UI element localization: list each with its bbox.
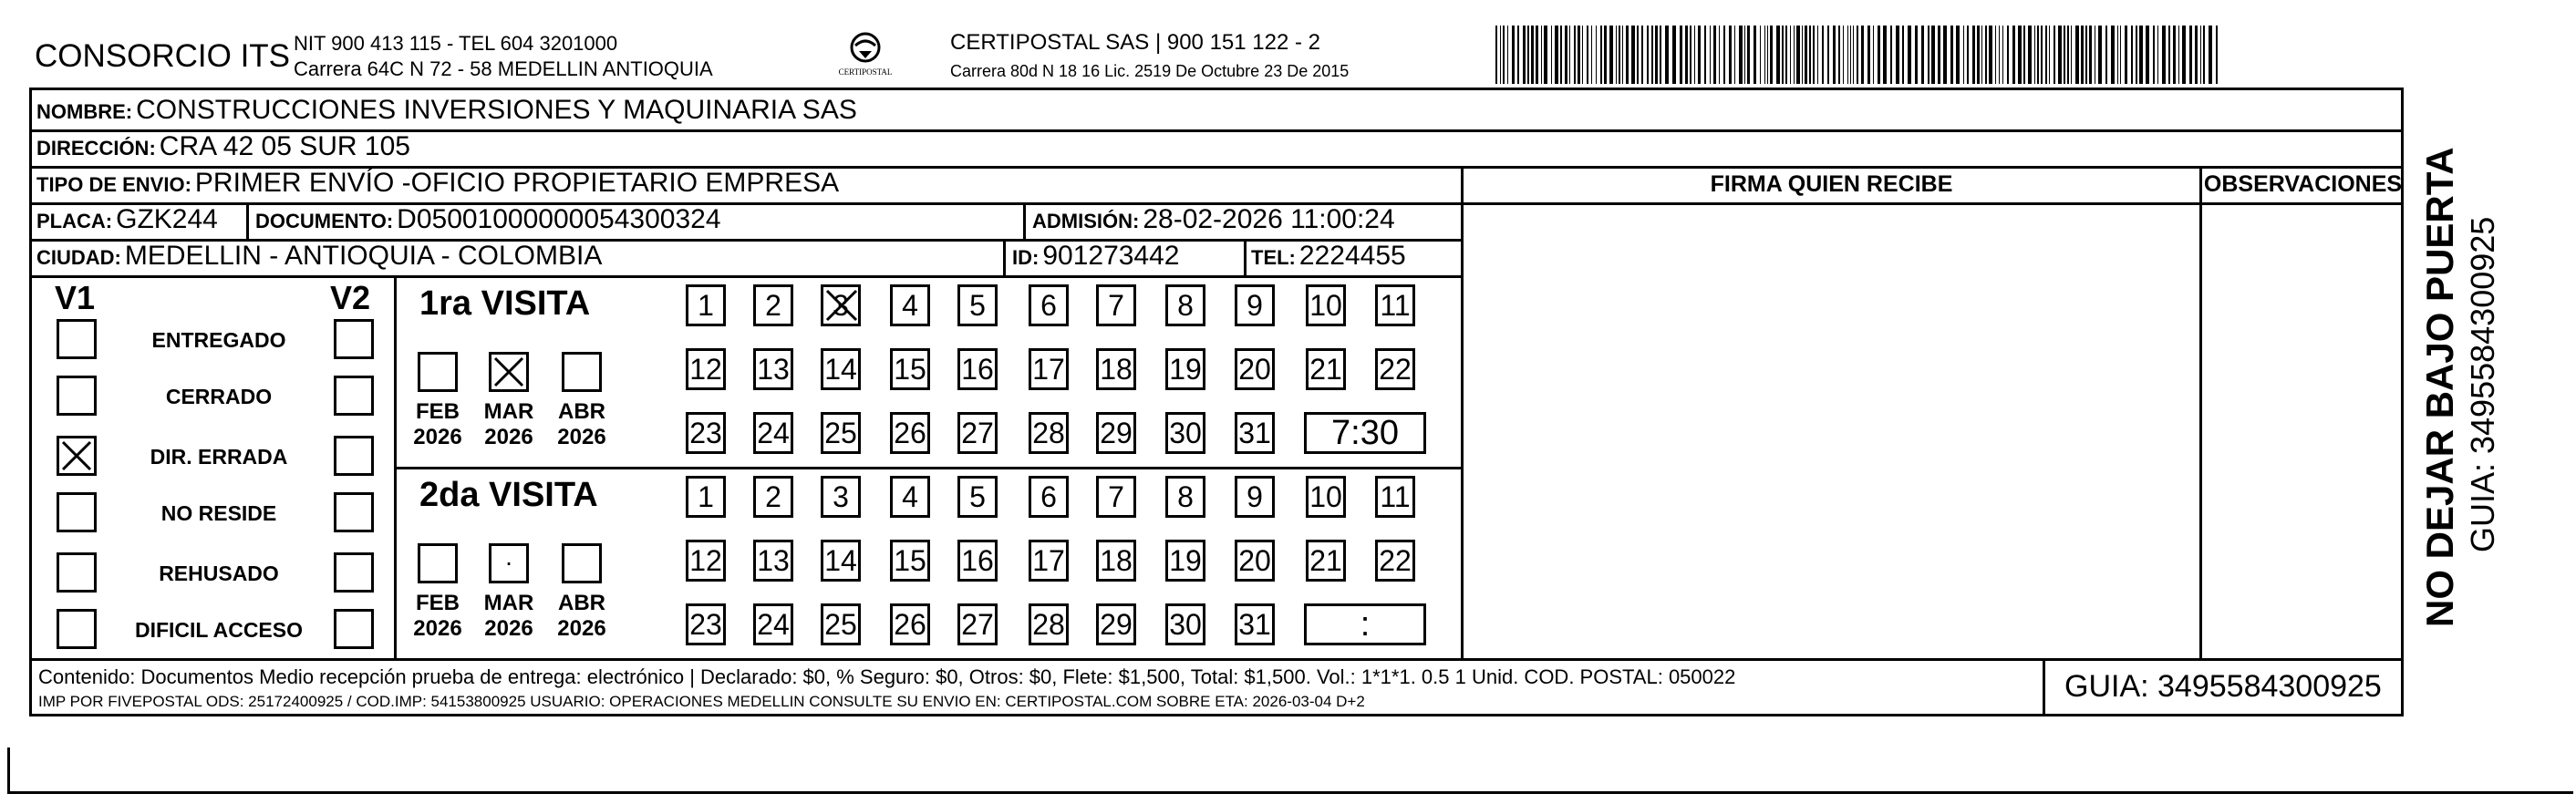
status-label: DIFICIL ACCESO — [134, 618, 303, 642]
divider — [1023, 202, 1026, 241]
v2-checkbox[interactable] — [334, 319, 374, 359]
day-box[interactable]: 6 — [1029, 284, 1069, 326]
barcode-bar — [1972, 26, 1975, 84]
barcode-bar — [1616, 26, 1617, 84]
day-box[interactable]: 2 — [753, 284, 793, 326]
barcode-bar — [1754, 26, 1756, 84]
barcode-bar — [1802, 26, 1803, 84]
day-box[interactable]: 27 — [957, 603, 998, 645]
year-label: 2026 — [484, 425, 533, 449]
day-box[interactable]: 31 — [1235, 412, 1275, 454]
barcode-bar — [1507, 26, 1508, 84]
barcode-bar — [2037, 26, 2039, 84]
barcode-bar — [1843, 26, 1844, 84]
barcode-bar — [1544, 26, 1547, 84]
barcode-bar — [1833, 26, 1836, 84]
carrier-address: Carrera 80d N 18 16 Lic. 2519 De Octubre 23 De 2015 — [950, 62, 1350, 80]
barcode-bar — [1531, 26, 1534, 84]
day-box[interactable]: 3 — [821, 476, 861, 518]
barcode-bar — [2216, 26, 2218, 84]
barcode-bar — [2007, 26, 2009, 84]
barcode-bar — [1956, 26, 1960, 84]
barcode-bar — [1619, 26, 1620, 84]
barcode-bar — [1921, 26, 1924, 84]
day-box[interactable]: 17 — [1029, 348, 1069, 390]
barcode-bar — [1710, 26, 1711, 84]
day-box[interactable]: 1 — [686, 476, 726, 518]
day-box[interactable]: 12 — [686, 348, 726, 390]
barcode-bar — [1981, 26, 1982, 84]
barcode-bar — [2081, 26, 2084, 84]
barcode-bar — [1985, 26, 1987, 84]
direccion-field: DIRECCIÓN: CRA 42 05 SUR 105 — [36, 131, 410, 161]
barcode-bar — [2028, 26, 2032, 84]
day-box[interactable]: 21 — [1306, 348, 1346, 390]
day-box[interactable]: 27 — [957, 412, 998, 454]
barcode-bar — [1850, 26, 1851, 84]
barcode-bar — [2089, 26, 2092, 84]
day-box[interactable]: 29 — [1096, 412, 1136, 454]
company-name: CONSORCIO ITS — [35, 38, 291, 74]
month-label: ABR — [558, 591, 605, 615]
day-box[interactable]: 5 — [957, 476, 998, 518]
barcode-bar — [1805, 26, 1807, 84]
day-box[interactable]: 14 — [821, 348, 861, 390]
barcode-bar — [1587, 26, 1588, 84]
barcode-bar — [1660, 26, 1661, 84]
barcode-bar — [1790, 26, 1791, 84]
v1-checkbox[interactable] — [57, 319, 97, 359]
barcode-bar — [1541, 26, 1542, 84]
barcode-bar — [1764, 26, 1765, 84]
barcode-bar — [2067, 26, 2069, 84]
barcode-bar — [1794, 26, 1795, 84]
day-box[interactable]: 23 — [686, 603, 726, 645]
barcode-bar — [1631, 26, 1635, 84]
barcode-bar — [1809, 26, 1811, 84]
barcode-bar — [1713, 26, 1716, 84]
barcode-bar — [2125, 26, 2127, 84]
day-box[interactable]: 25 — [821, 603, 861, 645]
month-label: FEB — [416, 399, 460, 424]
day-box[interactable]: 4 — [890, 284, 930, 326]
tipo-envio-field: TIPO DE ENVIO: PRIMER ENVÍO -OFICIO PROPIETARIO EMPRESA — [36, 168, 840, 198]
day-box[interactable]: 17 — [1029, 540, 1069, 582]
barcode-bar — [1604, 26, 1607, 84]
day-box[interactable]: 12 — [686, 540, 726, 582]
day-box[interactable]: 30 — [1165, 412, 1205, 454]
x-mark-icon — [59, 438, 94, 473]
status-label: ENTREGADO — [151, 328, 286, 352]
day-box[interactable]: 9 — [1235, 284, 1275, 326]
barcode-bar — [1796, 26, 1800, 84]
divider — [2199, 166, 2202, 660]
v2-checkbox[interactable] — [334, 609, 374, 649]
month-checkbox[interactable] — [489, 352, 529, 392]
barcode-bar — [2146, 26, 2149, 84]
barcode-bar — [1672, 26, 1676, 84]
company-address: Carrera 64C N 72 - 58 MEDELLIN ANTIOQUIA — [294, 57, 713, 80]
barcode-bar — [1878, 26, 1880, 84]
barcode-bar — [2120, 26, 2121, 84]
day-box[interactable]: 15 — [890, 348, 930, 390]
day-box[interactable]: 8 — [1165, 476, 1205, 518]
barcode-bar — [2117, 26, 2118, 84]
barcode-bar — [1512, 26, 1515, 84]
month-checkbox[interactable] — [418, 543, 458, 583]
barcode-bar — [1902, 26, 1904, 84]
day-number: 3 — [833, 289, 849, 322]
documento-field: DOCUMENTO: D05001000000054300324 — [255, 204, 721, 234]
barcode-graphic — [1495, 26, 2225, 84]
barcode-bar — [2173, 26, 2176, 84]
barcode-bar — [1776, 26, 1780, 84]
barcode-bar — [1495, 26, 1497, 84]
month-checkbox[interactable] — [418, 352, 458, 392]
barcode-bar — [1739, 26, 1743, 84]
barcode-bar — [2071, 26, 2072, 84]
day-box[interactable]: 1 — [686, 284, 726, 326]
v2-checkbox[interactable] — [334, 436, 374, 476]
barcode-bar — [2157, 26, 2158, 84]
month-checkbox[interactable] — [562, 543, 602, 583]
barcode-bar — [1785, 26, 1787, 84]
barcode-bar — [2139, 26, 2143, 84]
divider — [394, 467, 1461, 469]
status-label: DIR. ERRADA — [150, 445, 288, 469]
tel-field: TEL: 2224455 — [1251, 241, 1406, 271]
barcode-bar — [1641, 26, 1643, 84]
barcode-bar — [2209, 26, 2212, 84]
admision-field: ADMISIÓN: 28-02-2026 11:00:24 — [1032, 204, 1395, 234]
divider — [1461, 166, 1464, 660]
footer-content: Contenido: Documentos Medio recepción prueba de entrega: electrónico | Declarado: $0, % Seguro: $0, Otros: $0, Flete: $1,500, Total: $1,500. Vol.: 1*1*1. 0.5 1 Unid. COD. POSTAL: 050022 — [38, 665, 1736, 688]
day-box[interactable]: 11 — [1375, 476, 1415, 518]
v1-checkbox[interactable] — [57, 609, 97, 649]
first-visit-title: 1ra VISITA — [419, 284, 591, 323]
barcode-bar — [2023, 26, 2025, 84]
barcode-bar — [1694, 26, 1695, 84]
barcode-bar — [1883, 26, 1887, 84]
edge-line — [7, 747, 10, 793]
day-box[interactable]: 28 — [1029, 603, 1069, 645]
barcode-bar — [2153, 26, 2155, 84]
day-box[interactable]: 6 — [1029, 476, 1069, 518]
day-box[interactable]: 23 — [686, 412, 726, 454]
v2-checkbox[interactable] — [334, 552, 374, 593]
barcode-bar — [1560, 26, 1562, 84]
observaciones-header: OBSERVACIONES — [2203, 171, 2403, 197]
placa-field: PLACA: GZK244 — [36, 204, 218, 234]
day-box[interactable]: 8 — [1165, 284, 1205, 326]
barcode-bar — [1527, 26, 1529, 84]
day-box[interactable] — [821, 284, 861, 326]
day-box[interactable]: 24 — [753, 603, 793, 645]
barcode-bar — [1655, 26, 1658, 84]
barcode-bar — [2200, 26, 2201, 84]
footer-guia: GUIA: 3495584300925 — [2064, 669, 2382, 704]
barcode-bar — [1999, 26, 2000, 84]
barcode-bar — [1569, 26, 1570, 84]
month-label: ABR — [558, 399, 605, 424]
barcode-bar — [1963, 26, 1964, 84]
year-label: 2026 — [557, 616, 606, 641]
barcode-bar — [1698, 26, 1701, 84]
time-box[interactable]: 7:30 — [1304, 412, 1426, 454]
barcode-bar — [1950, 26, 1953, 84]
barcode-bar — [1600, 26, 1602, 84]
barcode-bar — [2049, 26, 2050, 84]
no-dejar-label: NO DEJAR BAJO PUERTA — [2418, 147, 2461, 627]
barcode-bar — [1734, 26, 1735, 84]
day-box[interactable]: 5 — [957, 284, 998, 326]
day-box[interactable]: 20 — [1235, 348, 1275, 390]
barcode-bar — [1719, 26, 1720, 84]
barcode-bar — [1578, 26, 1580, 84]
barcode-bar — [1536, 26, 1538, 84]
year-label: 2026 — [413, 616, 462, 641]
barcode-bar — [1943, 26, 1947, 84]
barcode-bar — [1770, 26, 1773, 84]
barcode-bar — [2058, 26, 2062, 84]
year-label: 2026 — [413, 425, 462, 449]
barcode-bar — [2131, 26, 2133, 84]
day-box[interactable]: 25 — [821, 412, 861, 454]
barcode-bar — [1931, 26, 1935, 84]
barcode-bar — [2203, 26, 2205, 84]
day-box[interactable]: 14 — [821, 540, 861, 582]
barcode-bar — [2178, 26, 2179, 84]
barcode-bar — [2168, 26, 2170, 84]
day-box[interactable]: 30 — [1165, 603, 1205, 645]
v2-checkbox[interactable] — [334, 492, 374, 532]
barcode-bar — [1822, 26, 1824, 84]
barcode-bar — [1555, 26, 1558, 84]
day-box[interactable]: 15 — [890, 540, 930, 582]
barcode-bar — [1890, 26, 1892, 84]
barcode-bar — [2018, 26, 2022, 84]
day-box[interactable]: 21 — [1306, 540, 1346, 582]
firma-header: FIRMA QUIEN RECIBE — [1710, 171, 1953, 197]
barcode-bar — [2182, 26, 2186, 84]
barcode-bar — [1813, 26, 1815, 84]
year-label: 2026 — [557, 425, 606, 449]
barcode-bar — [1747, 26, 1750, 84]
divider — [1461, 202, 2404, 205]
month-checkbox[interactable] — [489, 543, 529, 583]
barcode-bar — [1928, 26, 1929, 84]
status-label: CERRADO — [165, 385, 273, 408]
day-box[interactable]: 22 — [1375, 540, 1415, 582]
id-field: ID: 901273442 — [1012, 241, 1180, 271]
barcode-bar — [2111, 26, 2115, 84]
x-mark-icon — [491, 355, 526, 389]
barcode-bar — [1853, 26, 1854, 84]
v1-checkbox[interactable] — [57, 376, 97, 416]
barcode-bar — [1977, 26, 1980, 84]
day-box[interactable]: 10 — [1306, 284, 1346, 326]
barcode-bar — [2034, 26, 2035, 84]
day-box[interactable]: 9 — [1235, 476, 1275, 518]
barcode-bar — [1500, 26, 1501, 84]
divider — [246, 202, 249, 241]
barcode-bar — [1867, 26, 1870, 84]
barcode-bar — [1690, 26, 1691, 84]
day-box[interactable]: 26 — [890, 412, 930, 454]
barcode-bar — [2012, 26, 2015, 84]
v1-checkbox[interactable] — [57, 492, 97, 532]
day-box[interactable]: 2 — [753, 476, 793, 518]
barcode-bar — [1622, 26, 1623, 84]
v2-heading: V2 — [330, 279, 371, 316]
v2-checkbox[interactable] — [334, 376, 374, 416]
day-box[interactable]: 7 — [1096, 284, 1136, 326]
month-label: MAR — [483, 591, 534, 615]
barcode-bar — [1817, 26, 1818, 84]
barcode-bar — [2002, 26, 2003, 84]
barcode-bar — [1967, 26, 1969, 84]
day-box[interactable]: 24 — [753, 412, 793, 454]
barcode-bar — [1744, 26, 1745, 84]
barcode-bar — [2064, 26, 2065, 84]
barcode-bar — [1861, 26, 1864, 84]
day-box[interactable]: 18 — [1096, 540, 1136, 582]
year-label: 2026 — [484, 616, 533, 641]
barcode-bar — [1760, 26, 1761, 84]
second-visit-title: 2da VISITA — [419, 476, 598, 514]
barcode-bar — [1908, 26, 1911, 84]
divider — [1003, 239, 1006, 277]
barcode-bar — [1523, 26, 1526, 84]
barcode-bar — [2041, 26, 2043, 84]
barcode-bar — [1847, 26, 1848, 84]
divider — [1244, 239, 1247, 277]
barcode-bar — [1838, 26, 1840, 84]
day-box[interactable]: 4 — [890, 476, 930, 518]
barcode-bar — [1989, 26, 1992, 84]
barcode-bar — [1915, 26, 1918, 84]
barcode-bar — [2195, 26, 2198, 84]
barcode-bar — [1767, 26, 1768, 84]
barcode-bar — [2045, 26, 2047, 84]
nombre-field: NOMBRE: CONSTRUCCIONES INVERSIONES Y MAQUINARIA SAS — [36, 95, 857, 125]
barcode-bar — [1517, 26, 1519, 84]
barcode-bar — [1591, 26, 1592, 84]
month-mark: · — [504, 548, 513, 576]
barcode-bar — [1503, 26, 1505, 84]
barcode-bar — [1857, 26, 1858, 84]
barcode-bar — [1596, 26, 1597, 84]
v1-heading: V1 — [55, 279, 96, 316]
barcode-bar — [2075, 26, 2079, 84]
day-box[interactable]: 18 — [1096, 348, 1136, 390]
day-box[interactable]: 20 — [1235, 540, 1275, 582]
barcode-bar — [1574, 26, 1576, 84]
barcode-bar — [1729, 26, 1732, 84]
barcode-bar — [1704, 26, 1706, 84]
day-box[interactable]: 19 — [1165, 348, 1205, 390]
barcode-bar — [1626, 26, 1629, 84]
barcode-bar — [2136, 26, 2137, 84]
day-box[interactable]: 13 — [753, 540, 793, 582]
carrier-name: CERTIPOSTAL SAS | 900 151 122 - 2 — [950, 30, 1320, 55]
barcode-bar — [1827, 26, 1829, 84]
status-label: NO RESIDE — [160, 501, 277, 525]
day-box[interactable]: 11 — [1375, 284, 1415, 326]
day-box[interactable]: 31 — [1235, 603, 1275, 645]
barcode-bar — [1609, 26, 1613, 84]
barcode-bar — [2085, 26, 2087, 84]
day-box[interactable]: 29 — [1096, 603, 1136, 645]
edge-line — [7, 791, 2573, 794]
certipostal-logo — [833, 29, 897, 82]
day-box[interactable]: 28 — [1029, 412, 1069, 454]
divider — [29, 658, 2404, 661]
footer-print-info: IMP POR FIVEPOSTAL ODS: 25172400925 / COD.IMP: 54153800925 USUARIO: OPERACIONES MEDELLIN CONSULTE SU ENVIO EN: CERTIPOSTAL.COM SOBRE ETA: 2026-03-04 D+2 — [38, 693, 1365, 710]
barcode-bar — [1651, 26, 1653, 84]
time-box[interactable]: : — [1304, 603, 1426, 645]
barcode-bar — [2189, 26, 2192, 84]
barcode-bar — [1551, 26, 1552, 84]
barcode-bar — [1938, 26, 1940, 84]
divider — [2043, 658, 2045, 716]
barcode-bar — [2105, 26, 2107, 84]
day-box[interactable]: 13 — [753, 348, 793, 390]
barcode-bar — [2054, 26, 2055, 84]
barcode-bar — [1680, 26, 1682, 84]
status-label: REHUSADO — [159, 562, 279, 585]
v1-checkbox[interactable] — [57, 436, 97, 476]
barcode-bar — [1582, 26, 1583, 84]
ciudad-field: CIUDAD: MEDELLIN - ANTIOQUIA - COLOMBIA — [36, 241, 603, 271]
day-box[interactable]: 22 — [1375, 348, 1415, 390]
day-box[interactable]: 26 — [890, 603, 930, 645]
barcode-bar — [1665, 26, 1669, 84]
barcode-bar — [1896, 26, 1899, 84]
barcode — [1495, 26, 2225, 84]
side-guia: GUIA: 3495584300925 — [2464, 216, 2501, 552]
v1-checkbox[interactable] — [57, 552, 97, 593]
barcode-bar — [1723, 26, 1725, 84]
barcode-bar — [1685, 26, 1688, 84]
month-checkbox[interactable] — [562, 352, 602, 392]
barcode-bar — [2098, 26, 2102, 84]
barcode-bar — [2162, 26, 2166, 84]
day-box[interactable]: 16 — [957, 540, 998, 582]
month-label: FEB — [416, 591, 460, 615]
month-label: MAR — [483, 399, 534, 424]
barcode-bar — [1637, 26, 1639, 84]
day-box[interactable]: 7 — [1096, 476, 1136, 518]
barcode-bar — [1995, 26, 1996, 84]
logo-caption: CERTIPOSTAL — [838, 67, 893, 77]
day-box[interactable]: 19 — [1165, 540, 1205, 582]
barcode-bar — [1565, 26, 1567, 84]
company-nit: NIT 900 413 115 - TEL 604 3201000 — [294, 32, 618, 55]
day-box[interactable]: 10 — [1306, 476, 1346, 518]
barcode-bar — [1782, 26, 1784, 84]
barcode-bar — [1873, 26, 1874, 84]
day-box[interactable]: 16 — [957, 348, 998, 390]
barcode-bar — [1647, 26, 1649, 84]
